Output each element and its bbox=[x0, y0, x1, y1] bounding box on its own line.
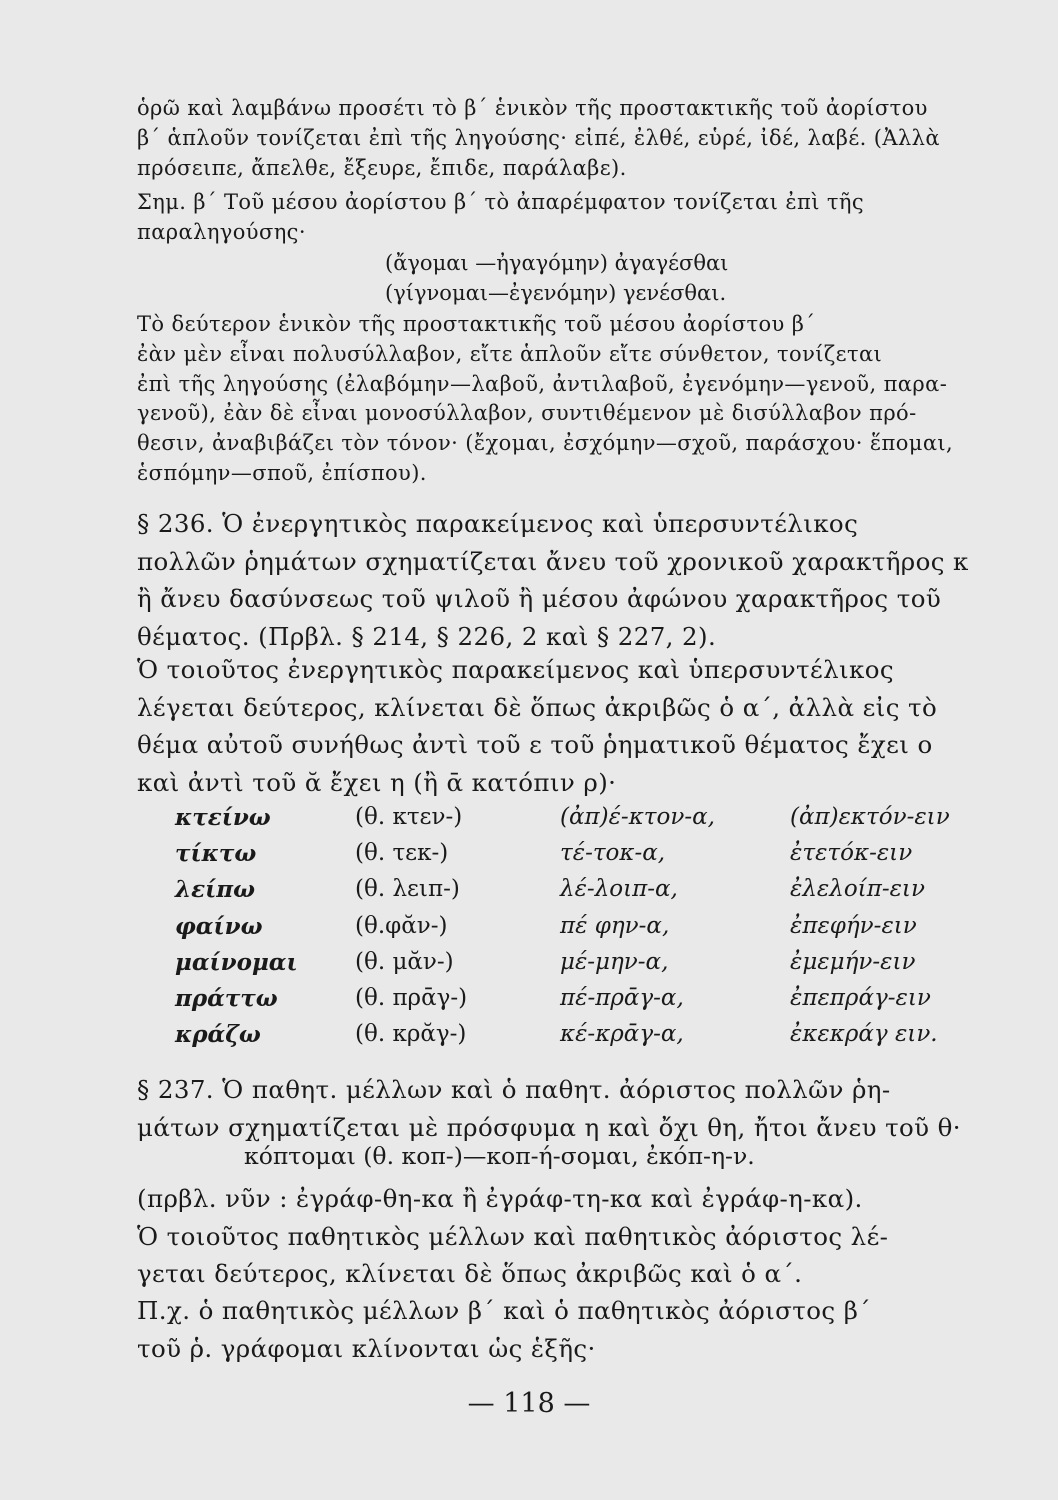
table-row bbox=[175, 985, 995, 1021]
pluperfect-cell: ἐλελοίπ-ειν bbox=[790, 876, 925, 903]
perfect-cell: μέ-μην-α, bbox=[560, 948, 669, 975]
paragraph-imperative-accent: ὁρῶ καὶ λαμβάνω προσέτι τὸ β΄ ἑνικὸν τῆς προστακτικῆς τοῦ ἀορίστου β΄ ἁπλοῦν τονίζεται ἐπὶ τῆς ληγούσης· εἰπέ, ἐλθέ, εὑρέ, ἰδέ, λαβέ. (Ἀλλὰ πρόσειπε, ἄπελθε, ἔξευρε, ἔπιδε, παράλαβε). bbox=[137, 96, 940, 180]
verb-cell: πράττω bbox=[175, 984, 278, 1012]
pluperfect-cell: ἐπεπράγ-ειν bbox=[790, 984, 931, 1011]
table-row bbox=[175, 1021, 995, 1057]
example-koptomai: κόπτομαι (θ. κοπ-)—κοπ-ή-σομαι, ἐκόπ-η-ν. bbox=[244, 1142, 755, 1170]
paragraph-second-perfect: Ὁ τοιοῦτος ἐνεργητικὸς παρακείμενος καὶ ὑπερσυντέλικος λέγεται δεύτερος, κλίνεται δὲ ὅπως ἀκριβῶς ὁ α΄, ἀλλὰ εἰς τὸ θέμα αὐτοῦ συνήθως ἀντὶ τοῦ ε τοῦ ῥηματικοῦ θέματος ἔχει ο καὶ ἀντὶ τοῦ ᾰ ἔχει η (ἢ ᾱ κατόπιν ρ)· bbox=[137, 655, 938, 797]
paragraph-second-passive: (πρβλ. νῦν : ἐγράφ-θη-κα ἢ ἐγράφ-τη-κα καὶ ἐγράφ-η-κα). Ὁ τοιοῦτος παθητικὸς μέλλων καὶ παθητικὸς ἀόριστος λέ- γεται δεύτερος, κλίνεται δὲ ὅπως ἀκριβῶς καὶ ὁ α΄. bbox=[137, 1184, 889, 1288]
perfect-cell: (ἀπ)έ-κτον-α, bbox=[560, 804, 715, 830]
page-number: — 118 — bbox=[467, 1388, 591, 1419]
verb-cell: φαίνω bbox=[175, 912, 263, 940]
pluperfect-cell: (ἀπ)εκτόν-ειν bbox=[790, 804, 950, 830]
table-row bbox=[175, 840, 995, 876]
table-row bbox=[175, 804, 995, 840]
verb-table bbox=[175, 804, 995, 1057]
theme-cell: (θ. μᾰν-) bbox=[355, 948, 454, 975]
pluperfect-cell: ἐτετόκ-ειν bbox=[790, 840, 913, 867]
perfect-cell: λέ-λοιπ-α, bbox=[560, 876, 678, 903]
section-236: § 236. Ὁ ἐνεργητικὸς παρακείμενος καὶ ὑπερσυντέλικος πολλῶν ῥημάτων σχηματίζεται ἄνευ τοῦ χρονικοῦ χαρακτῆρος κ ἢ ἄνευ δασύνσεως τοῦ ψιλοῦ ἢ μέσου ἀφώνου χαρακτῆρος τοῦ θέματος. (Πρβλ. § 214, § 226, 2 καὶ § 227, 2). bbox=[137, 509, 969, 651]
theme-cell: (θ. κτεν-) bbox=[355, 804, 463, 830]
table-row bbox=[175, 949, 995, 985]
table-row bbox=[175, 876, 995, 912]
section-237: § 237. Ὁ παθητ. μέλλων καὶ ὁ παθητ. ἀόριστος πολλῶν ῥη- μάτων σχηματίζεται μὲ πρόσφυμα η καὶ ὄχι θη, ἤτοι ἄνευ τοῦ θ· bbox=[137, 1075, 961, 1142]
perfect-cell: πέ φην-α, bbox=[560, 912, 670, 939]
perfect-cell: πέ-πρᾱγ-α, bbox=[560, 984, 684, 1011]
theme-cell: (θ. κρᾰγ-) bbox=[355, 1021, 467, 1048]
note-infinitive-accent: Σημ. β΄ Τοῦ μέσου ἀορίστου β΄ τὸ ἀπαρέμφατον τονίζεται ἐπὶ τῆς παραληγούσης· bbox=[137, 190, 865, 244]
verb-cell: κράζω bbox=[175, 1021, 261, 1049]
pluperfect-cell: ἐμεμήν-ειν bbox=[790, 948, 916, 975]
paragraph-grafomai: Π.χ. ὁ παθητικὸς μέλλων β΄ καὶ ὁ παθητικὸς ἀόριστος β΄ τοῦ ῥ. γράφομαι κλίνονται ὡς ἑξῆς· bbox=[137, 1296, 871, 1363]
pluperfect-cell: ἐκεκράγ ειν. bbox=[790, 1021, 938, 1048]
paragraph-middle-imperative: Τὸ δεύτερον ἑνικὸν τῆς προστακτικῆς τοῦ μέσου ἀορίστου β΄ ἐὰν μὲν εἶναι πολυσύλλαβον, εἴτε ἁπλοῦν εἴτε σύνθετον, τονίζεται ἐπὶ τῆς ληγούσης (ἐλαβόμην—λαβοῦ, ἀντιλαβοῦ, ἐγενόμην—γενοῦ, παρα- γενοῦ), ἐὰν δὲ εἶναι μονοσύλλαβον, συντιθέμενον μὲ δισύλλαβον πρό- θεσιν, ἀναβιβάζει τὸν τόνον· (ἔχομαι, ἐσχόμην—σχοῦ, παράσχου· ἕπομαι, ἑσπόμην—σποῦ, ἐπίσπου). bbox=[137, 312, 954, 485]
theme-cell: (θ. τεκ-) bbox=[355, 840, 449, 867]
perfect-cell: κέ-κρᾱγ-α, bbox=[560, 1021, 684, 1048]
verb-cell: μαίνομαι bbox=[175, 948, 298, 976]
verb-cell: κτείνω bbox=[175, 804, 271, 831]
table-row bbox=[175, 913, 995, 949]
theme-cell: (θ. λειπ-) bbox=[355, 876, 460, 903]
verb-cell: λείπω bbox=[175, 876, 255, 904]
theme-cell: (θ. πρᾱγ-) bbox=[355, 984, 468, 1011]
perfect-cell: τέ-τοκ-α, bbox=[560, 840, 666, 867]
theme-cell: (θ.φᾰν-) bbox=[355, 912, 448, 939]
note-examples: (ἄγομαι —ἠγαγόμην) ἀγαγέσθαι (γίγνομαι—ἐγενόμην) γενέσθαι. bbox=[385, 251, 729, 305]
pluperfect-cell: ἐπεφήν-ειν bbox=[790, 912, 917, 939]
verb-cell: τίκτω bbox=[175, 840, 257, 868]
